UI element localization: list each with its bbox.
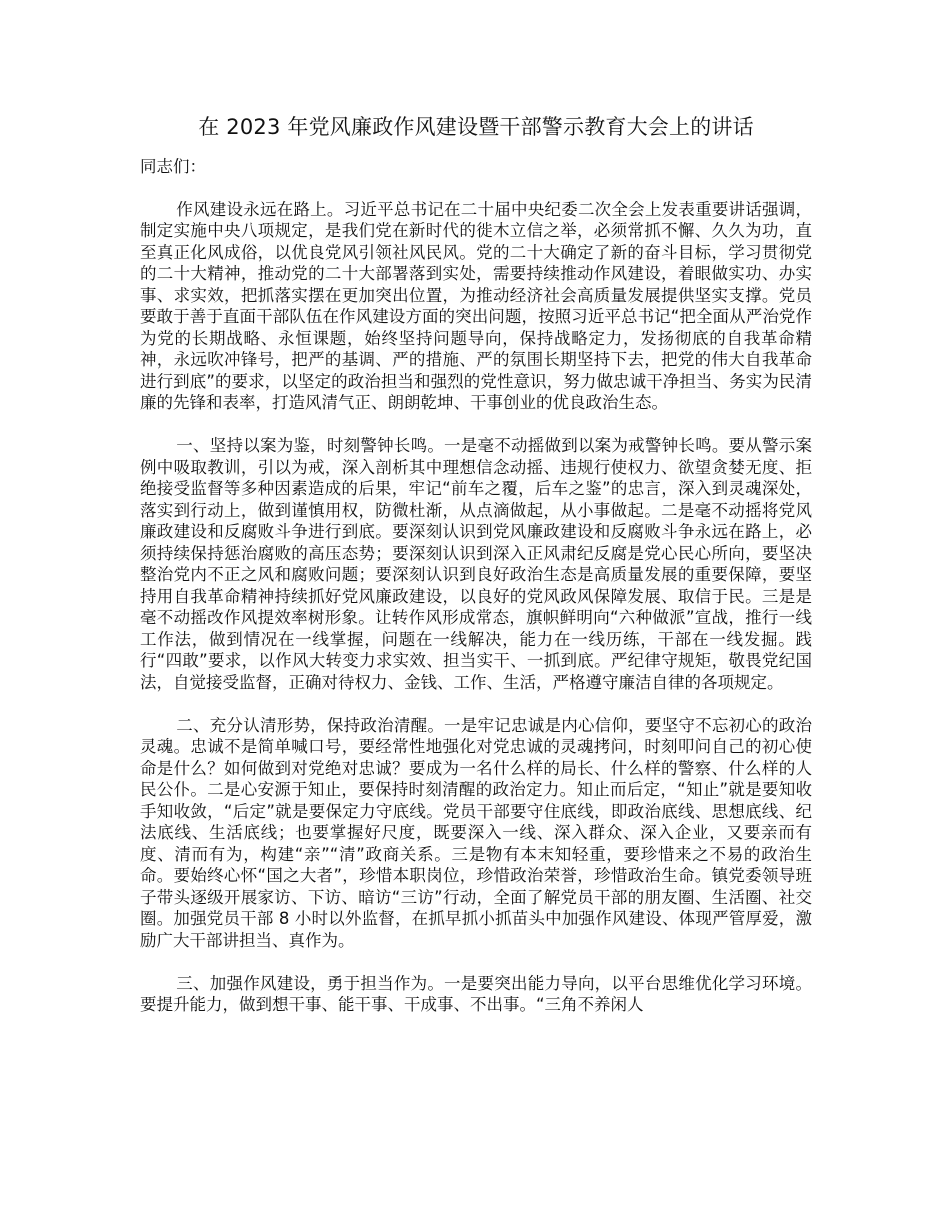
salutation: 同志们： bbox=[140, 157, 206, 176]
paragraph-section-3: 三、加强作风建设，勇于担当作为。一是要突出能力导向，以平台思维优化学习环境。要提升能力，做到想干事、能干事、干成事、不出事。“三角不养闲人 bbox=[140, 973, 812, 1014]
paragraph-intro: 作风建设永远在路上。习近平总书记在二十届中央纪委二次全会上发表重要讲话强调，制定实施中央八项规定，是我们党在新时代的徙木立信之举，必须常抓不懈、久久为功，直至真正化风成俗，以优良党风引领社风民风。党的二十大确定了新的奋斗目标，学习贯彻党的二十大精神，推动党的二十大部署落到实处，需要持续推动作风建设，着眼做实功、办实事、求实效，把抓落实摆在更加突出位置，为推动经济社会高质量发展提供坚实支撑。党员要敢于善于直面干部队伍在作风建设方面的突出问题，按照习近平总书记“把全面从严治党作为党的长期战略、永恒课题，始终坚持问题导向，保持战略定力，发扬彻底的自我革命精神，永远吹冲锋号，把严的基调、严的措施、严的氛围长期坚持下去，把党的伟大自我革命进行到底”的要求，以坚定的政治担当和强烈的党性意识，努力做忠诚干净担当、务实为民清廉的先锋和表率，打造风清气正、朗朗乾坤、干事创业的优良政治生态。 bbox=[140, 199, 812, 412]
paragraph-section-2: 二、充分认清形势，保持政治清醒。一是牢记忠诚是内心信仰，要坚守不忘初心的政治灵魂。忠诚不是简单喊口号，要经常性地强化对党忠诚的灵魂拷问，时刻叩问自己的初心使命是什么？如何做到对党绝对忠诚？要成为一名什么样的局长、什么样的警察、什么样的人民公仆。二是心安源于知止，要保持时刻清醒的政治定力。知止而后定，“知止”就是要知收手知收敛，“后定”就是要保定力守底线。党员干部要守住底线，即政治底线、思想底线、纪法底线、生活底线；也要掌握好尺度，既要深入一线、深入群众、深入企业，又要亲而有度、清而有为，构建“亲”“清”政商关系。三是物有本末知轻重，要珍惜来之不易的政治生命。要始终心怀“国之大者”，珍惜本职岗位，珍惜政治荣誉，珍惜政治生命。镇党委领导班子带头逐级开展家访、下访、暗访“三访”行动，全面了解党员干部的朋友圈、生活圈、社交圈。加强党员干部 8 小时以外监督，在抓早抓小抓苗头中加强作风建设、体现严管厚爱，激励广大干部讲担当、真作为。 bbox=[140, 715, 812, 950]
paragraph-section-1: 一、坚持以案为鉴，时刻警钟长鸣。一是毫不动摇做到以案为戒警钟长鸣。要从警示案例中吸取教训，引以为戒，深入剖析其中理想信念动摇、违规行使权力、欲望贪婪无度、拒绝接受监督等多种因素造成的后果，牢记“前车之覆，后车之鉴”的忠言，深入到灵魂深处，落实到行动上，做到谨慎用权，防微杜渐，从点滴做起，从小事做起。二是毫不动摇将党风廉政建设和反腐败斗争进行到底。要深刻认识到党风廉政建设和反腐败斗争永远在路上，必须持续保持惩治腐败的高压态势；要深刻认识到深入正风肃纪反腐是党心民心所向，要坚决整治党内不正之风和腐败问题；要深刻认识到良好政治生态是高质量发展的重要保障，要坚持用自我革命精神持续抓好党风廉政建设，以良好的党风政风保障发展、取信于民。三是是毫不动摇改作风提效率树形象。让转作风形成常态，旗帜鲜明向“六种做派”宣战，推行一线工作法，做到情况在一线掌握，问题在一线解决，能力在一线历练，干部在一线发掘。践行“四敢”要求，以作风大转变力求实效、担当实干、一抓到底。严纪律守规矩，敬畏党纪国法，自觉接受监督，正确对待权力、金钱、工作、生活，严格遵守廉洁自律的各项规定。 bbox=[140, 436, 812, 692]
document-title: 在 2023 年党风廉政作风建设暨干部警示教育大会上的讲话 bbox=[198, 115, 754, 139]
document-page bbox=[140, 112, 812, 1037]
